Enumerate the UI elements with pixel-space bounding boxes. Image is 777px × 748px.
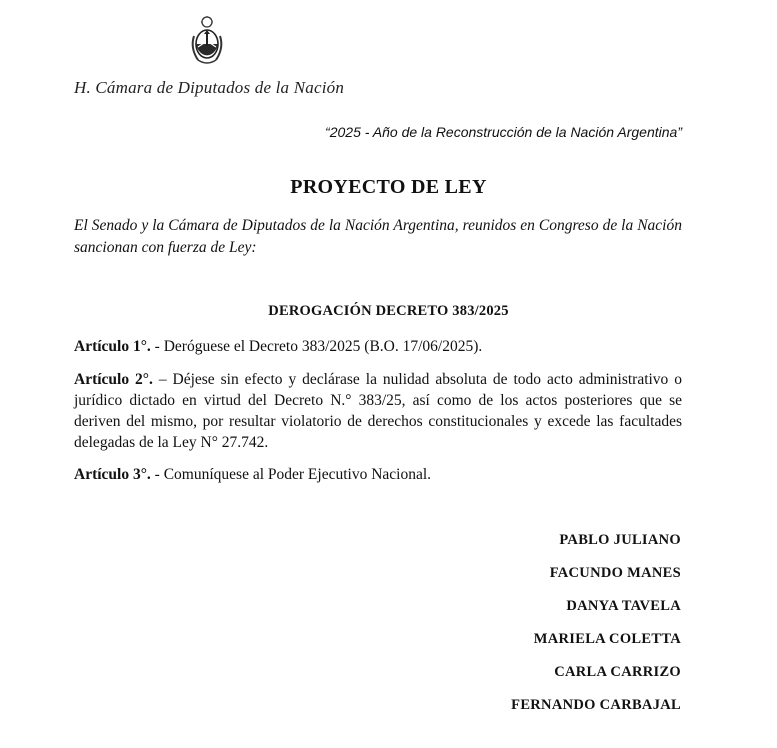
signer-name: FACUNDO MANES (549, 565, 681, 581)
article-label: Artículo 3°. (74, 466, 151, 483)
year-motto: “2025 - Año de la Reconstrucción de la Nación Argentina” (325, 124, 682, 140)
signer-name: CARLA CARRIZO (554, 664, 681, 680)
chamber-name: H. Cámara de Diputados de la Nación (74, 78, 345, 97)
national-coat-of-arms-icon (188, 16, 226, 68)
article-label: Artículo 1°. (74, 338, 151, 355)
enacting-clause: El Senado y la Cámara de Diputados de la Nación Argentina, reunidos en Congreso de la Nación sancionan con fuerza de Ley: (74, 217, 682, 256)
signers-list (511, 530, 681, 728)
article-3 (74, 464, 682, 485)
section-title: DEROGACIÓN DECRETO 383/2025 (268, 303, 509, 319)
signer-name: FERNANDO CARBAJAL (511, 697, 681, 713)
article-text: – Déjese sin efecto y declárase la nulidad absoluta de todo acto administrativo o jurídico dictado en virtud del Decreto N.° 383/25, así como de los actos posteriores que se deriven del mismo, por resultar violatorio de derechos constitucionales y excede las facultades delegadas de la Ley N° 27.742. (74, 371, 683, 451)
article-1 (74, 336, 682, 357)
signer-name: DANYA TAVELA (566, 598, 681, 614)
article-text: - Deróguese el Decreto 383/2025 (B.O. 17/06/2025). (150, 338, 483, 355)
signer-name: MARIELA COLETTA (533, 631, 681, 647)
signer-name: PABLO JULIANO (559, 532, 681, 548)
article-label: Artículo 2°. (74, 371, 153, 388)
article-2 (74, 369, 682, 453)
document-title: PROYECTO DE LEY (290, 176, 487, 198)
article-text: - Comuníquese al Poder Ejecutivo Nacional. (150, 466, 432, 483)
